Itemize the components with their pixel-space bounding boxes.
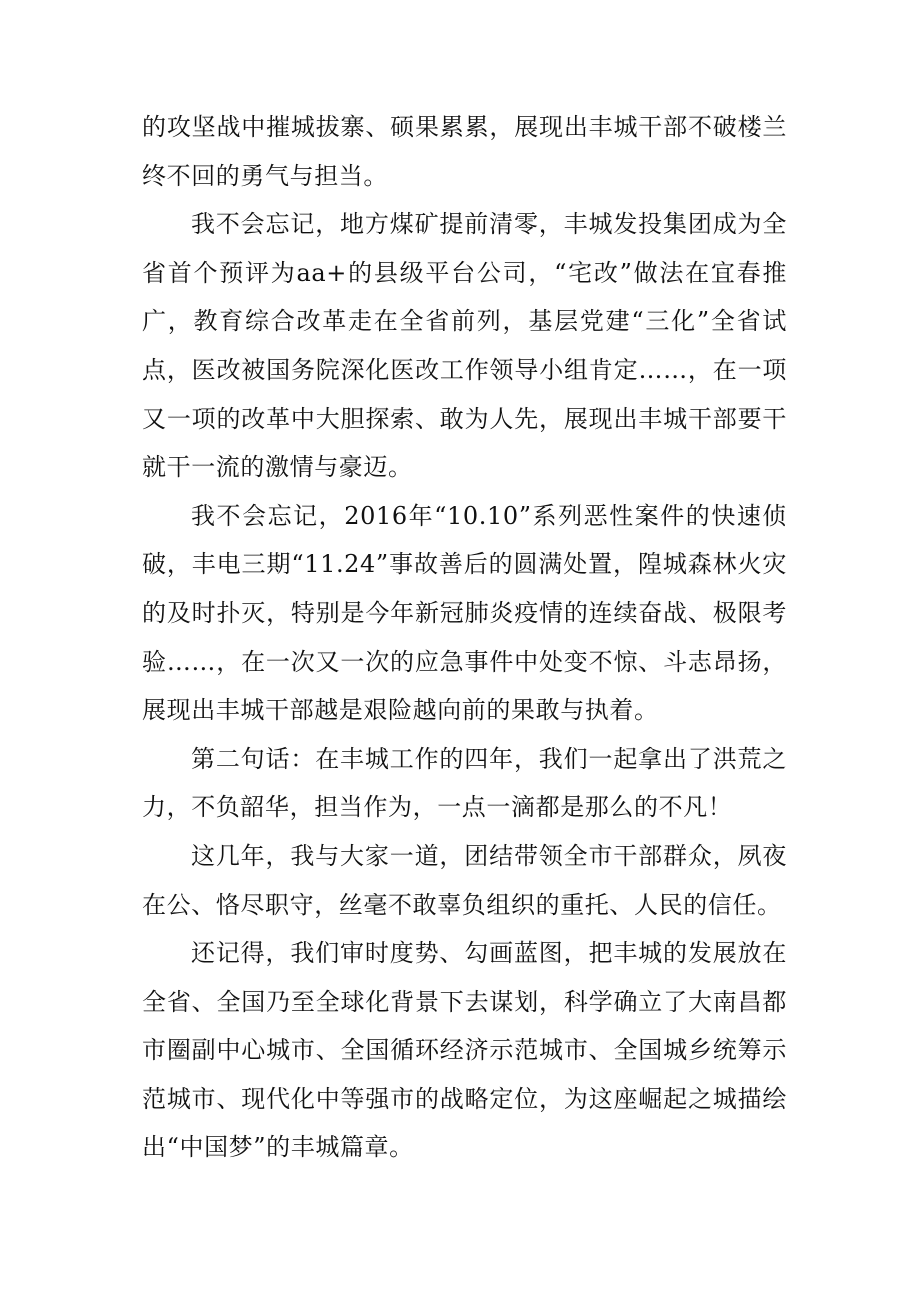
paragraph-reform: 我不会忘记，地方煤矿提前清零，丰城发投集团成为全省首个预评为aa+的县级平台公司，“宅改”做法在宜春推广，教育综合改革走在全省前列，基层党建“三化”全省试点，医改被国务院深化医改工作领导小组肯定……，在一项又一项的改革中大胆探索、敢为人先，展现出丰城干部要干就干一流的激情与豪迈。 xyxy=(142,210,787,482)
paragraph-continued: 的攻坚战中摧城拔寨、硕果累累，展现出丰城干部不破楼兰终不回的勇气与担当。 xyxy=(142,113,787,190)
paragraph-emergency: 我不会忘记，2016年“10.10”系列恶性案件的快速侦破，丰电三期“11.24”事故善后的圆满处置，隍城森林火灾的及时扑灭，特别是今年新冠肺炎疫情的连续奋战、极限考验……，在一次又一次的应急事件中处变不惊、斗志昂扬，展现出丰城干部越是艰险越向前的果敢与执着。 xyxy=(142,501,787,725)
paragraph-second-sentence: 第二句话：在丰城工作的四年，我们一起拿出了洪荒之力，不负韶华，担当作为，一点一滴都是那么的不凡！ xyxy=(142,744,787,822)
paragraph-these-years: 这几年，我与大家一道，团结带领全市干部群众，夙夜在公、恪尽职守，丝毫不敢辜负组织的重托、人民的信任。 xyxy=(142,841,787,919)
document-body xyxy=(142,103,787,1172)
paragraph-blueprint: 还记得，我们审时度势、勾画蓝图，把丰城的发展放在全省、全国乃至全球化背景下去谋划，科学确立了大南昌都市圈副中心城市、全国循环经济示范城市、全国城乡统筹示范城市、现代化中等强市的战略定位，为这座崛起之城描绘出“中国梦”的丰城篇章。 xyxy=(142,939,787,1162)
